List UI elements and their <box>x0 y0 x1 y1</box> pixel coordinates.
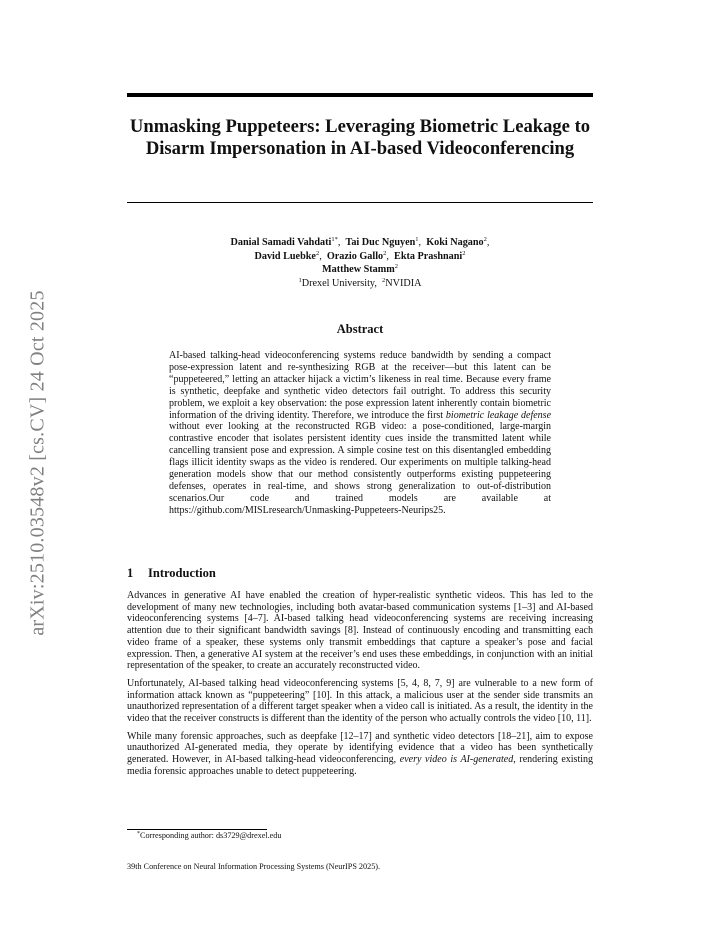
paragraph-emphasis: every video is AI-generated <box>399 754 514 766</box>
affiliation-nvidia: NVIDIA <box>385 277 422 289</box>
author-block <box>127 236 593 290</box>
author-name: David Luebke <box>254 250 316 262</box>
section-heading-introduction <box>127 566 216 581</box>
paragraph: Unfortunately, AI-based talking head videoconferencing systems [5, 4, 8, 7, 9] are vulnerable to a new form of information attack known as “puppeteering” [10]. In this attack, a malicious user at the sender side transmits an unauthorized representation of a different target speaker when a video call is initiated. As a result, the identity in the video that the receiver constructs is different than the identity of the person who actually controls the video [10, 11]. <box>127 677 593 725</box>
author-affiliation-mark: 2 <box>462 249 466 257</box>
title-top-rule <box>127 93 593 97</box>
author-name: Ekta Prashnani <box>394 250 463 262</box>
author-affiliation-mark: 2 <box>483 236 487 243</box>
introduction-body <box>127 590 593 784</box>
author-line-1: Danial Samadi Vahdati$^{1*}$, Tai Duc Nguyen$^1$, Koki Nagano$^2$, <box>230 236 490 248</box>
paragraph: While many forensic approaches, such as deepfake [12–17] and synthetic video detectors [18–21], aim to expose unauthorized AI-generated media, they operate by identifying evidence that a video has been synthetically generated. However, in AI-based talking-head videoconferencing, every video is AI-generated, rendering existing media forensic approaches unable to detect puppeteering. <box>127 730 594 777</box>
author-affiliation-mark: 2 <box>383 249 387 257</box>
author-name: Tai Duc Nguyen <box>345 237 416 248</box>
paragraph: Advances in generative AI have enabled the creation of hyper-realistic synthetic videos. This has led to the development of many new technologies, including both avatar-based communication systems [1–3] and AI-based videoconferencing systems [4–7]. AI-based talking head videoconferencing systems are receiving increasing attention due to their significant bandwidth savings [8]. Instead of continuously encoding and transmitting each video frame of a speaker, these systems only transmit embeddings that capture a speaker’s pose and facial expression. Then, a generative AI system at the receiver’s end uses these embeddings, in conjunction with an initial representation of the speaker, to create an accurately reconstructed video. <box>127 590 593 672</box>
author-affiliation-mark: 2 <box>394 263 398 271</box>
author-affiliation-mark: 1 <box>415 236 419 243</box>
author-name: Koki Nagano <box>426 237 484 248</box>
paper-title: Unmasking Puppeteers: Leveraging Biometric Leakage to Disarm Impersonation in AI-based Videoconferencing <box>129 116 591 159</box>
abstract-text: AI-based talking-head videoconferencing systems reduce bandwidth by sending a compact pose-expression latent and re-synthesizing RGB at the receiver—but this latent can be “puppeteered,” letting an attacker hijack a victim’s likeness in real time. Because every frame is synthetic, deepfake and synthetic video detectors fail outright. To address this security problem, we exploit a key observation: the pose expression latent inherently contain biometric information of the driving identity. Therefore, we introduce the first biometric leakage defense without ever looking at the reconstructed RGB video: a pose-conditioned, large-margin contrastive encoder that isolates persistent identity cues inside the transmitted latent while cancelling transient pose and expression. A simple cosine test on this disentangled embedding flags illicit identity swaps as the video is rendered. Our experiments on multiple talking-head generation models show that our method consistently outperforms existing puppeteering defenses, operates in real-time, and shows strong generalization to out-of-distribution scenarios.Our code and trained models are available at https://github.com/MISLresearch/Unmasking-Puppeteers-Neurips25. <box>169 350 552 516</box>
footnote-text: Corresponding author: ds3729@drexel.edu <box>140 831 282 840</box>
author-affiliation-mark: 2 <box>315 249 320 257</box>
author-name: Orazio Gallo <box>326 250 384 262</box>
footnote-rule <box>127 829 267 830</box>
section-number: 1 <box>127 566 134 580</box>
author-line-2: David Luebke$^2$, Orazio Gallo$^2$, Ekta Prashnani$^2$ <box>254 249 466 262</box>
affiliation-drexel: Drexel University, <box>301 277 377 289</box>
abstract-heading: Abstract <box>336 322 384 336</box>
arxiv-stamp: arXiv:2510.03548v2 [cs.CV] 24 Oct 2025 <box>26 290 49 636</box>
author-name: Matthew Stamm <box>322 264 395 276</box>
author-line-3 <box>127 263 593 277</box>
author-affiliation-mark: 1* <box>331 236 338 243</box>
section-title: Introduction <box>148 566 216 580</box>
footnote: *Corresponding author: ds3729@drexel.edu <box>137 831 282 840</box>
author-name: Danial Samadi Vahdati <box>230 237 332 248</box>
venue-footer: 39th Conference on Neural Information Processing Systems (NeurIPS 2025). <box>127 862 381 871</box>
affiliations: $^1$Drexel University, $^2$NVIDIA <box>298 276 422 289</box>
title-bottom-rule <box>127 202 593 203</box>
abstract-emphasis: biometric leakage defense <box>445 409 552 421</box>
